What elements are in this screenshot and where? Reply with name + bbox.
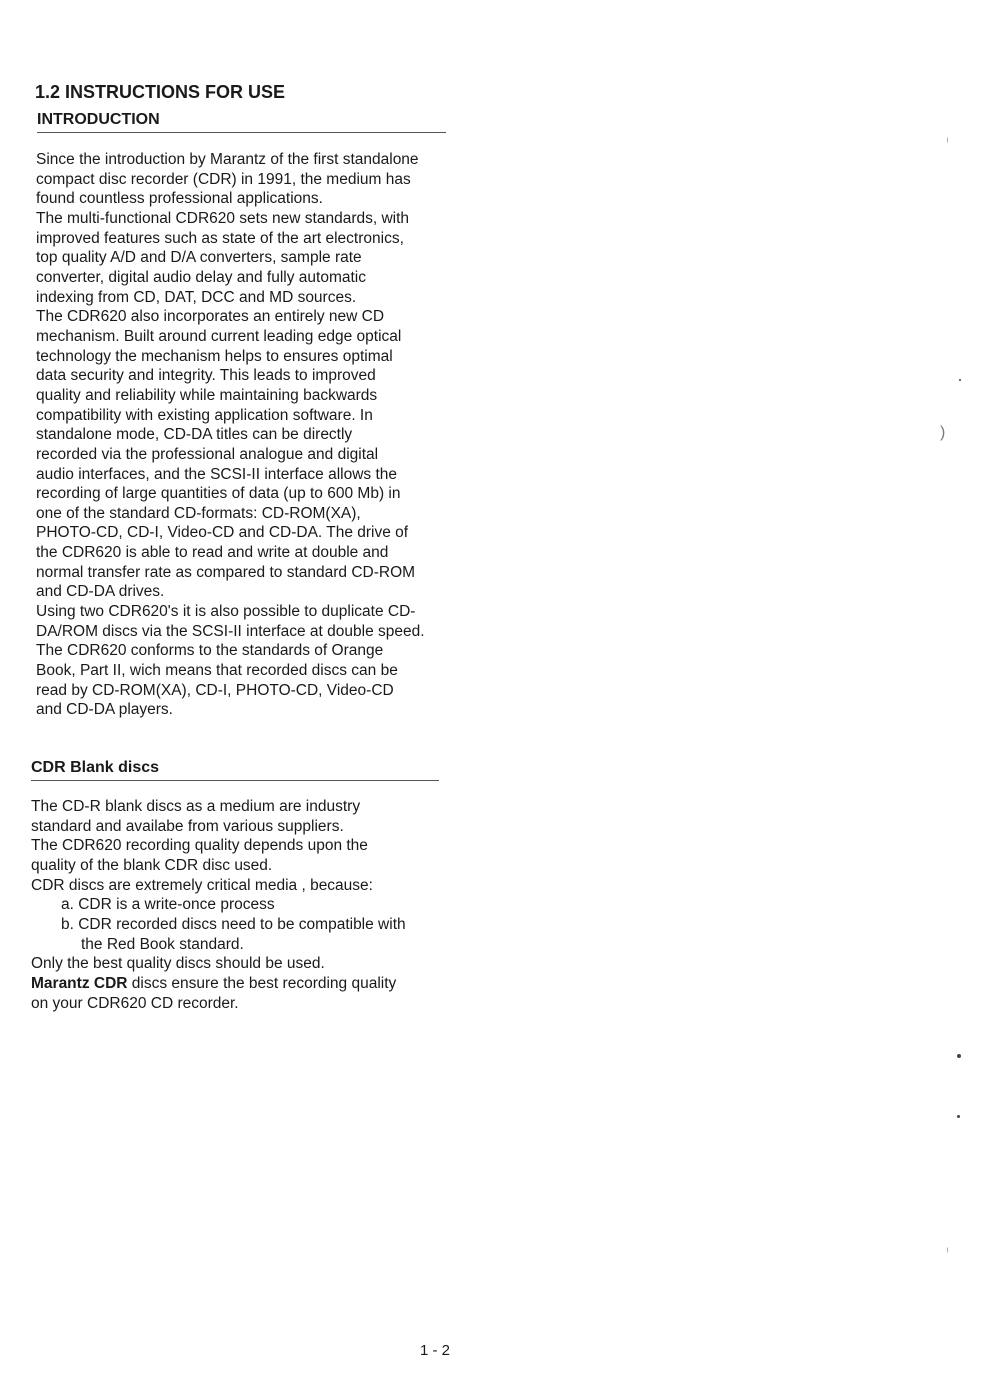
- text-line: and CD-DA drives.: [36, 583, 165, 601]
- text-line: audio interfaces, and the SCSI-II interface allows the: [36, 465, 398, 483]
- list-item-a: a. CDR is a write-once process: [61, 896, 275, 914]
- scan-speck: [947, 1247, 948, 1253]
- text-line: mechanism. Built around current leading edge optical: [36, 327, 402, 345]
- text-line: technology the mechanism helps to ensures optimal: [36, 347, 393, 365]
- text-line: quality and reliability while maintaining backwards: [36, 386, 378, 404]
- page-number: 1 - 2: [420, 1342, 451, 1359]
- text-line: normal transfer rate as compared to standard CD-ROM: [36, 563, 416, 581]
- text-line: improved features such as state of the art electronics,: [36, 229, 404, 247]
- introduction-heading: INTRODUCTION: [37, 111, 160, 128]
- brand-name: Marantz CDR: [31, 974, 128, 992]
- text-line: compact disc recorder (CDR) in 1991, the medium has: [36, 170, 411, 188]
- text-line: one of the standard CD-formats: CD-ROM(XA),: [36, 504, 361, 522]
- introduction-body: [36, 150, 425, 720]
- text-line: read by CD-ROM(XA), CD-I, PHOTO-CD, Video-CD: [36, 681, 394, 699]
- text-line: Only the best quality discs should be used.: [31, 955, 325, 973]
- text-line: converter, digital audio delay and fully automatic: [36, 268, 367, 286]
- blank-discs-rule: [31, 780, 439, 781]
- scan-mark: ): [940, 424, 946, 441]
- text-line: found countless professional applications.: [36, 190, 323, 208]
- text-line: standalone mode, CD-DA titles can be directly: [36, 426, 353, 444]
- text-line: Book, Part II, wich means that recorded discs can be: [36, 662, 398, 680]
- scan-speck: [957, 1115, 960, 1118]
- text-line: indexing from CD, DAT, DCC and MD sources.: [36, 288, 357, 306]
- text-line: recorded via the professional analogue and digital: [36, 445, 379, 463]
- text-line: DA/ROM discs via the SCSI-II interface at double speed.: [36, 622, 425, 640]
- text-line: on your CDR620 CD recorder.: [31, 994, 239, 1012]
- list-item-b: b. CDR recorded discs need to be compatible with: [61, 915, 406, 933]
- text-line: recording of large quantities of data (up to 600 Mb) in: [36, 485, 401, 503]
- text-line: CDR discs are extremely critical media , because:: [31, 876, 373, 894]
- text-line: compatibility with existing application software. In: [36, 406, 373, 424]
- brand-line-rest: discs ensure the best recording quality: [127, 974, 397, 992]
- text-line: quality of the blank CDR disc used.: [31, 856, 273, 874]
- text-line: top quality A/D and D/A converters, sample rate: [36, 249, 362, 267]
- scan-speck: [947, 137, 948, 143]
- brand-line: [31, 974, 406, 994]
- blank-discs-heading: CDR Blank discs: [31, 759, 160, 776]
- text-line: Since the introduction by Marantz of the first standalone: [36, 151, 419, 168]
- text-line: The CD-R blank discs as a medium are industry: [31, 798, 361, 815]
- text-line: data security and integrity. This leads to improved: [36, 367, 376, 385]
- scan-speck: [959, 379, 961, 381]
- text-line: the CDR620 is able to read and write at double and: [36, 544, 389, 562]
- section-title: 1.2 INSTRUCTIONS FOR USE: [35, 82, 286, 102]
- blank-discs-body: [31, 797, 406, 1013]
- text-line: PHOTO-CD, CD-I, Video-CD and CD-DA. The drive of: [36, 524, 409, 542]
- list-item-b-continued: the Red Book standard.: [81, 935, 244, 953]
- text-line: The CDR620 also incorporates an entirely new CD: [36, 308, 385, 326]
- text-line: and CD-DA players.: [36, 701, 173, 719]
- text-line: The multi-functional CDR620 sets new standards, with: [36, 209, 410, 227]
- text-line: The CDR620 recording quality depends upon the: [31, 837, 368, 855]
- text-line: Using two CDR620's it is also possible to duplicate CD-: [36, 603, 416, 621]
- introduction-rule: [37, 132, 446, 133]
- text-line: standard and availabe from various suppliers.: [31, 817, 344, 835]
- scan-speck: [957, 1054, 961, 1058]
- text-line: The CDR620 conforms to the standards of Orange: [36, 642, 384, 660]
